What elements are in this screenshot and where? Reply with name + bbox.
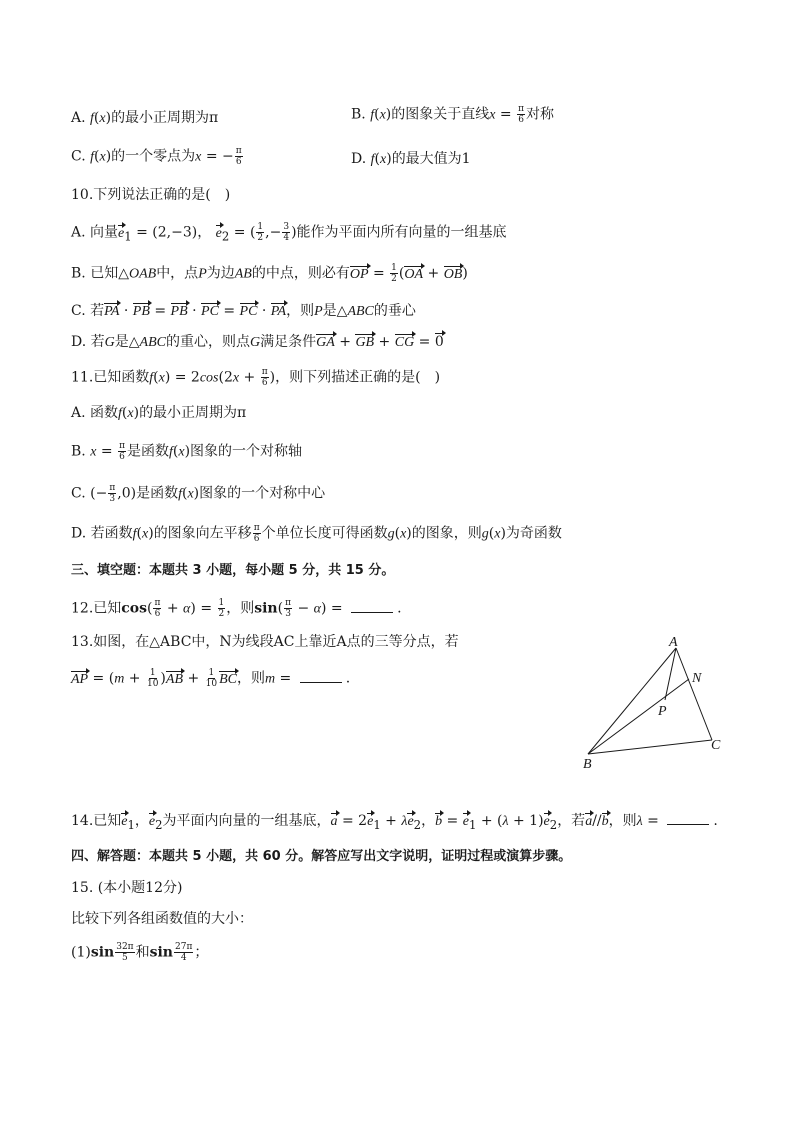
q10-stem: 10.下列说法正确的是( ) <box>71 187 231 203</box>
q10-option-a: A. 向量$e_1 = (2,-3)$， $e_2$ = ( $\frac{1}{2}$ ,− $\frac{3}{4}$ )能作为平面内所有向量的一组基底 <box>71 222 507 244</box>
q11-option-b: B. x = $\frac{\pi}{6}$ 是函数f(x)图象的一个对称轴 <box>71 441 303 462</box>
label-b: B <box>583 757 592 772</box>
q15-part1: (1)sin $\frac{32\pi}{5}$ 和sin $\frac{27\pi}{4}$ ； <box>71 942 209 963</box>
section-3-heading: 三、填空题：本题共 3 小题，每小题 5 分，共 15 分。 <box>71 563 395 578</box>
q10-option-d: D. 若G是△ABC的重心，则点G满足条件GA + GB + CG = 0 <box>71 334 444 350</box>
q9-option-a: A. f(x)的最小正周期为π <box>71 110 219 126</box>
q9-option-b: B. f(x)的图象关于直线x = $\frac{\pi}{6}$ 对称 <box>351 104 555 125</box>
q12: 12.已知cos( $\frac{\pi}{6}$ + α) = $\frac{1}{2}$ ，则sin( $\frac{\pi}{3}$ − α) = . <box>71 598 402 619</box>
answer-blank <box>667 824 709 825</box>
q13-line1: 13.如图，在△ABC中，N为线段AC上靠近A点的三等分点，若 <box>71 634 459 650</box>
label-a: A <box>669 635 678 650</box>
q15-intro: 比较下列各组函数值的大小： <box>71 911 253 927</box>
side-ab <box>588 648 676 754</box>
q13-line2: AP = (m + $\frac{1}{10}$ )AB + $\frac{1}{10}$ BC，则m = . <box>71 668 351 689</box>
q9-option-d: D. f(x)的最大值为1 <box>351 151 471 167</box>
q14: 14.已知$e_1$，$e_2$为平面内向量的一组基底，$a = 2e_1 + \lambda e_2$，$b = e_1 + (\lambda + 1)e_2$，若a//b，则λ = . <box>71 813 718 832</box>
q11-option-a: A. 函数f(x)的最小正周期为π <box>71 405 247 421</box>
triangle-diagram <box>572 628 732 774</box>
label-p: P <box>658 704 667 719</box>
answer-blank <box>351 612 393 613</box>
q9-option-c: C. f(x)的一个零点为x = − $\frac{\pi}{6}$ <box>71 146 242 167</box>
section-4-heading: 四、解答题：本题共 5 小题，共 60 分。解答应写出文字说明，证明过程或演算步骤。 <box>71 849 572 864</box>
q10-option-b: B. 已知△OAB中，点P为边AB的中点，则必有OP = $\frac{1}{2}$ (OA + OB) <box>71 263 468 284</box>
q10-option-c: C. 若PA · PB = PB · PC = PC · PA，则P是△ABC的垂心 <box>71 303 416 319</box>
q11-stem: 11.已知函数f(x) = 2cos(2x + $\frac{\pi}{6}$ )，则下列描述正确的是( ) <box>71 367 441 388</box>
q11-option-d: D. 若函数f(x)的图象向左平移 $\frac{\pi}{6}$ 个单位长度可得函数g(x)的图象，则g(x)为奇函数 <box>71 523 562 544</box>
side-bc <box>588 740 712 754</box>
q11-option-c: C. (− $\frac{\pi}{3}$ ,0)是函数f(x)图象的一个对称中心 <box>71 483 326 504</box>
label-c: C <box>711 738 721 753</box>
answer-blank <box>300 682 342 683</box>
side-ac <box>676 648 712 740</box>
segment-bn <box>588 679 689 754</box>
q15-title: 15. (本小题12分) <box>71 880 183 896</box>
label-n: N <box>692 671 702 686</box>
